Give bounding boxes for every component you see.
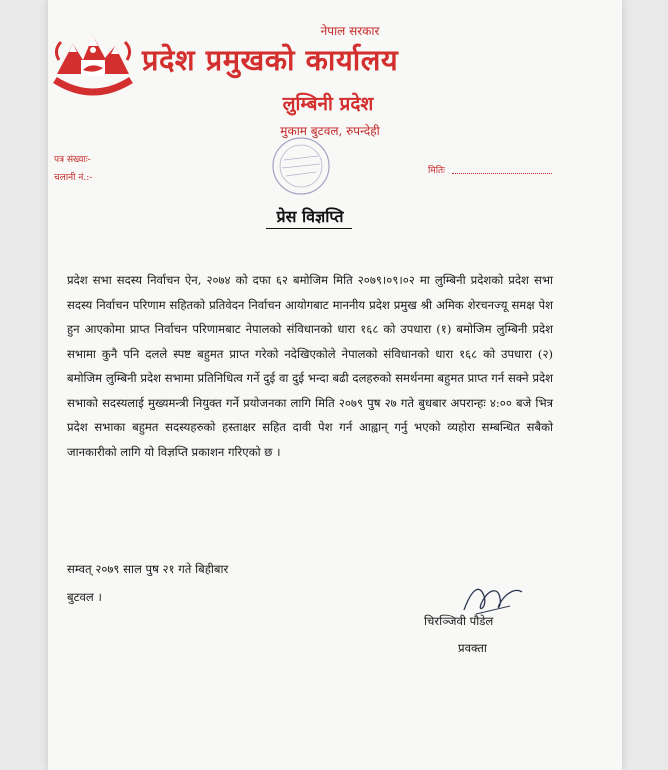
signer-name: चिरञ्जिवी पौडेल xyxy=(424,614,494,628)
province-heading: लुम्बिनी प्रदेश xyxy=(282,93,374,115)
issue-date: सम्वत् २०७९ साल पुष २१ गते बिहीबार xyxy=(67,562,229,576)
letter-number-label: पत्र संख्याः- xyxy=(54,155,91,165)
issue-place: बुटवल । xyxy=(67,590,102,604)
press-release-body: प्रदेश सभा सदस्य निर्वाचन ऐन, २०७४ को दफा ६२ बमोजिम मिति २०७९।०९।०२ मा लुम्बिनी प्रदेशको प्रदेश सभा सदस्य निर्वाचन परिणाम सहितको प्रतिवेदन निर्वाचन आयोगबाट माननीय प्रदेश प्रमुख श्री अमिक शेरचनज्यू समक्ष पेश हुन आएकोमा प्राप्त निर्वाचन परिणामबाट नेपालको संविधानको धारा १६८ को उपधारा (१) बमोजिम लुम्बिनी प्रदेश सभामा कुनै पनि दलले स्पष्ट बहुमत प्राप्त गरेको नदेखिएकोले नेपालको संविधानको धारा १६८ को उपधारा (२) बमोजिम लुम्बिनी प्रदेश सभामा प्रतिनिधित्व गर्ने दुई वा दुई भन्दा बढी दलहरुको समर्थनमा बहुमत प्राप्त गर्न सक्ने प्रदेश सभाको सदस्यलाई मुख्यमन्त्री नियुक्त गर्ने प्रयोजनका लागि मिति २०७९ पुष २७ गते बुधबार अपरान्हः ४:०० बजे भित्र प्रदेश सभाका बहुमत सदस्यहरुको हस्ताक्षर सहित दावी पेश गर्न आह्वान् गर्नु भएको व्यहोरा सम्बन्धित सबैको जानकारीको लागि यो विज्ञप्ति प्रकाशन गरिएको छ । xyxy=(67,273,553,459)
signer-role: प्रवक्ता xyxy=(458,641,487,655)
date-blank-line xyxy=(452,173,552,174)
date-label: मितिः xyxy=(428,166,445,176)
office-stamp-icon xyxy=(262,132,340,198)
office-address: मुकाम बुटवल, रुपन्देही xyxy=(280,124,380,138)
government-heading: नेपाल सरकार xyxy=(320,24,380,38)
document-title: प्रेस विज्ञप्ति xyxy=(276,207,344,226)
nepal-emblem-icon xyxy=(47,30,139,104)
office-name-heading: प्रदेश प्रमुखको कार्यालय xyxy=(142,43,399,77)
dispatch-number-label: चलानी नं.:- xyxy=(54,173,93,183)
title-underline xyxy=(266,228,352,229)
